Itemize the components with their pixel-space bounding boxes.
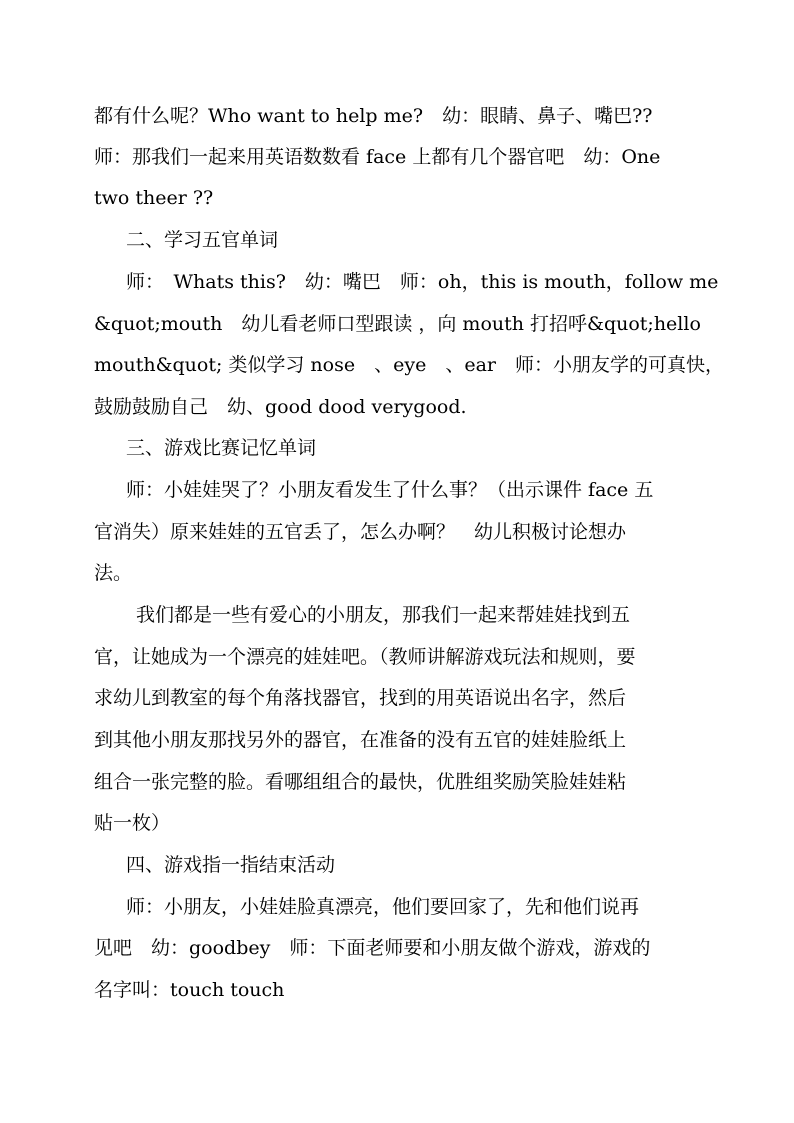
section-heading: 四、游戏指一指结束活动	[126, 854, 336, 876]
section-heading: 二、学习五官单词	[126, 229, 279, 251]
text-line: mouth&quot; 类似学习 nose 、eye 、ear 师：小朋友学的可真快，	[94, 354, 724, 376]
text-line: 见吧 幼：goodbey 师：下面老师要和小朋友做个游戏，游戏的	[94, 937, 651, 959]
text-line: &quot;mouth 幼儿看老师口型跟读 ，向 mouth 打招呼&quot;hello	[94, 313, 701, 335]
text-line: 师：那我们一起来用英语数数看 face 上都有几个器官吧 幼：One	[94, 146, 661, 168]
text-line: 到其他小朋友那找另外的器官，在准备的没有五官的娃娃脸纸上	[94, 729, 627, 751]
text-line: 师：小娃娃哭了？小朋友看发生了什么事？（出示课件 face 五	[126, 479, 654, 501]
text-line: two theer ??	[94, 187, 214, 209]
text-line: 师： Whats this? 幼：嘴巴 师：oh，this is mouth，follow me	[126, 271, 719, 293]
section-heading: 三、游戏比赛记忆单词	[126, 437, 317, 459]
text-line: 组合一张完整的脸。看哪组组合的最快，优胜组奖励笑脸娃娃粘	[94, 771, 627, 793]
text-line: 名字叫：touch touch	[94, 979, 285, 1001]
text-line: 官，让她成为一个漂亮的娃娃吧。（教师讲解游戏玩法和规则，要	[94, 646, 636, 668]
text-line: 法。	[94, 562, 133, 584]
text-line: 贴一枚）	[94, 812, 171, 834]
text-line: 师：小朋友，小娃娃脸真漂亮，他们要回家了，先和他们说再	[126, 896, 640, 918]
text-line: 我们都是一些有爱心的小朋友，那我们一起来帮娃娃找到五	[136, 604, 631, 626]
text-line: 鼓励鼓励自己 幼、good dood verygood.	[94, 396, 467, 418]
text-line: 官消失）原来娃娃的五官丢了，怎么办啊？ 幼儿积极讨论想办	[94, 521, 627, 543]
text-line: 都有什么呢？Who want to help me? 幼：眼睛、鼻子、嘴巴??	[94, 105, 653, 127]
text-line: 求幼儿到教室的每个角落找器官，找到的用英语说出名字，然后	[94, 687, 627, 709]
